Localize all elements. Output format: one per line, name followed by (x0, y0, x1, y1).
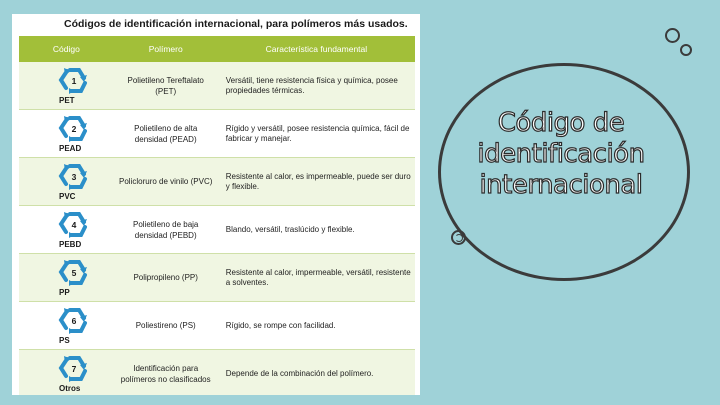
polymer-name: Policloruro de vinilo (PVC) (114, 158, 218, 206)
recycle-symbol (57, 66, 91, 96)
small-ring-decoration (665, 28, 680, 43)
recycle-symbol (57, 258, 91, 288)
table-container (19, 36, 415, 395)
recycle-symbol (57, 162, 91, 192)
resin-code-number: 2 (71, 124, 77, 134)
header-code: Código (19, 36, 114, 62)
polymer-codes-table (19, 36, 415, 395)
recycle-symbol (57, 354, 91, 384)
table-row (19, 302, 415, 350)
table-row (19, 206, 415, 254)
polymer-name: Polietileno de alta densidad (PEAD) (114, 110, 218, 158)
resin-code-number: 3 (71, 172, 77, 182)
code-cell (19, 62, 114, 110)
code-cell (19, 302, 114, 350)
resin-code-abbr: PS (59, 336, 70, 345)
polymer-name: Polietileno Tereftalato (PET) (114, 62, 218, 110)
resin-code-abbr: Otros (59, 384, 81, 393)
polymer-name: Identificación para polímeros no clasificados (114, 350, 218, 396)
polymer-code-table-image (12, 14, 420, 395)
code-cell (19, 110, 114, 158)
table-row (19, 350, 415, 396)
resin-code-abbr: PEBD (59, 240, 82, 249)
recycle-symbol (57, 114, 91, 144)
recycle-symbol (57, 210, 91, 240)
characteristic-text: Blando, versátil, traslúcido y flexible. (218, 206, 415, 254)
resin-code-abbr: PEAD (59, 144, 82, 153)
table-row (19, 62, 415, 110)
resin-code-number: 1 (71, 76, 77, 86)
table-row (19, 254, 415, 302)
small-ring-decoration (680, 44, 692, 56)
table-caption: Códigos de identificación internacional, para polímeros más usados. (64, 18, 408, 30)
resin-code-abbr: PET (59, 96, 75, 105)
polymer-name: Polipropileno (PP) (114, 254, 218, 302)
code-cell (19, 206, 114, 254)
table-row (19, 158, 415, 206)
characteristic-text: Depende de la combinación del polímero. (218, 350, 415, 396)
code-cell (19, 350, 114, 396)
recycle-symbol (57, 306, 91, 336)
polymer-name: Poliestireno (PS) (114, 302, 218, 350)
polymer-name: Polietileno de baja densidad (PEBD) (114, 206, 218, 254)
characteristic-text: Rígido y versátil, posee resistencia química, fácil de fabricar y manejar. (218, 110, 415, 158)
characteristic-text: Versátil, tiene resistencia física y química, posee propiedades térmicas. (218, 62, 415, 110)
characteristic-text: Resistente al calor, impermeable, versátil, resistente a solventes. (218, 254, 415, 302)
resin-code-number: 7 (71, 364, 77, 374)
resin-code-abbr: PVC (59, 192, 76, 201)
header-characteristic: Característica fundamental (218, 36, 415, 62)
table-header-row (19, 36, 415, 62)
header-polymer: Polímero (114, 36, 218, 62)
resin-code-number: 6 (71, 316, 77, 326)
code-cell (19, 158, 114, 206)
resin-code-abbr: PP (59, 288, 70, 297)
resin-code-number: 4 (71, 220, 77, 230)
characteristic-text: Resistente al calor, es impermeable, puede ser duro y flexible. (218, 158, 415, 206)
resin-code-number: 5 (71, 268, 77, 278)
table-row (19, 110, 415, 158)
code-cell (19, 254, 114, 302)
small-ring-decoration (451, 230, 466, 245)
characteristic-text: Rígido, se rompe con facilidad. (218, 302, 415, 350)
slide-title: Código de identificación internacional (477, 108, 645, 200)
